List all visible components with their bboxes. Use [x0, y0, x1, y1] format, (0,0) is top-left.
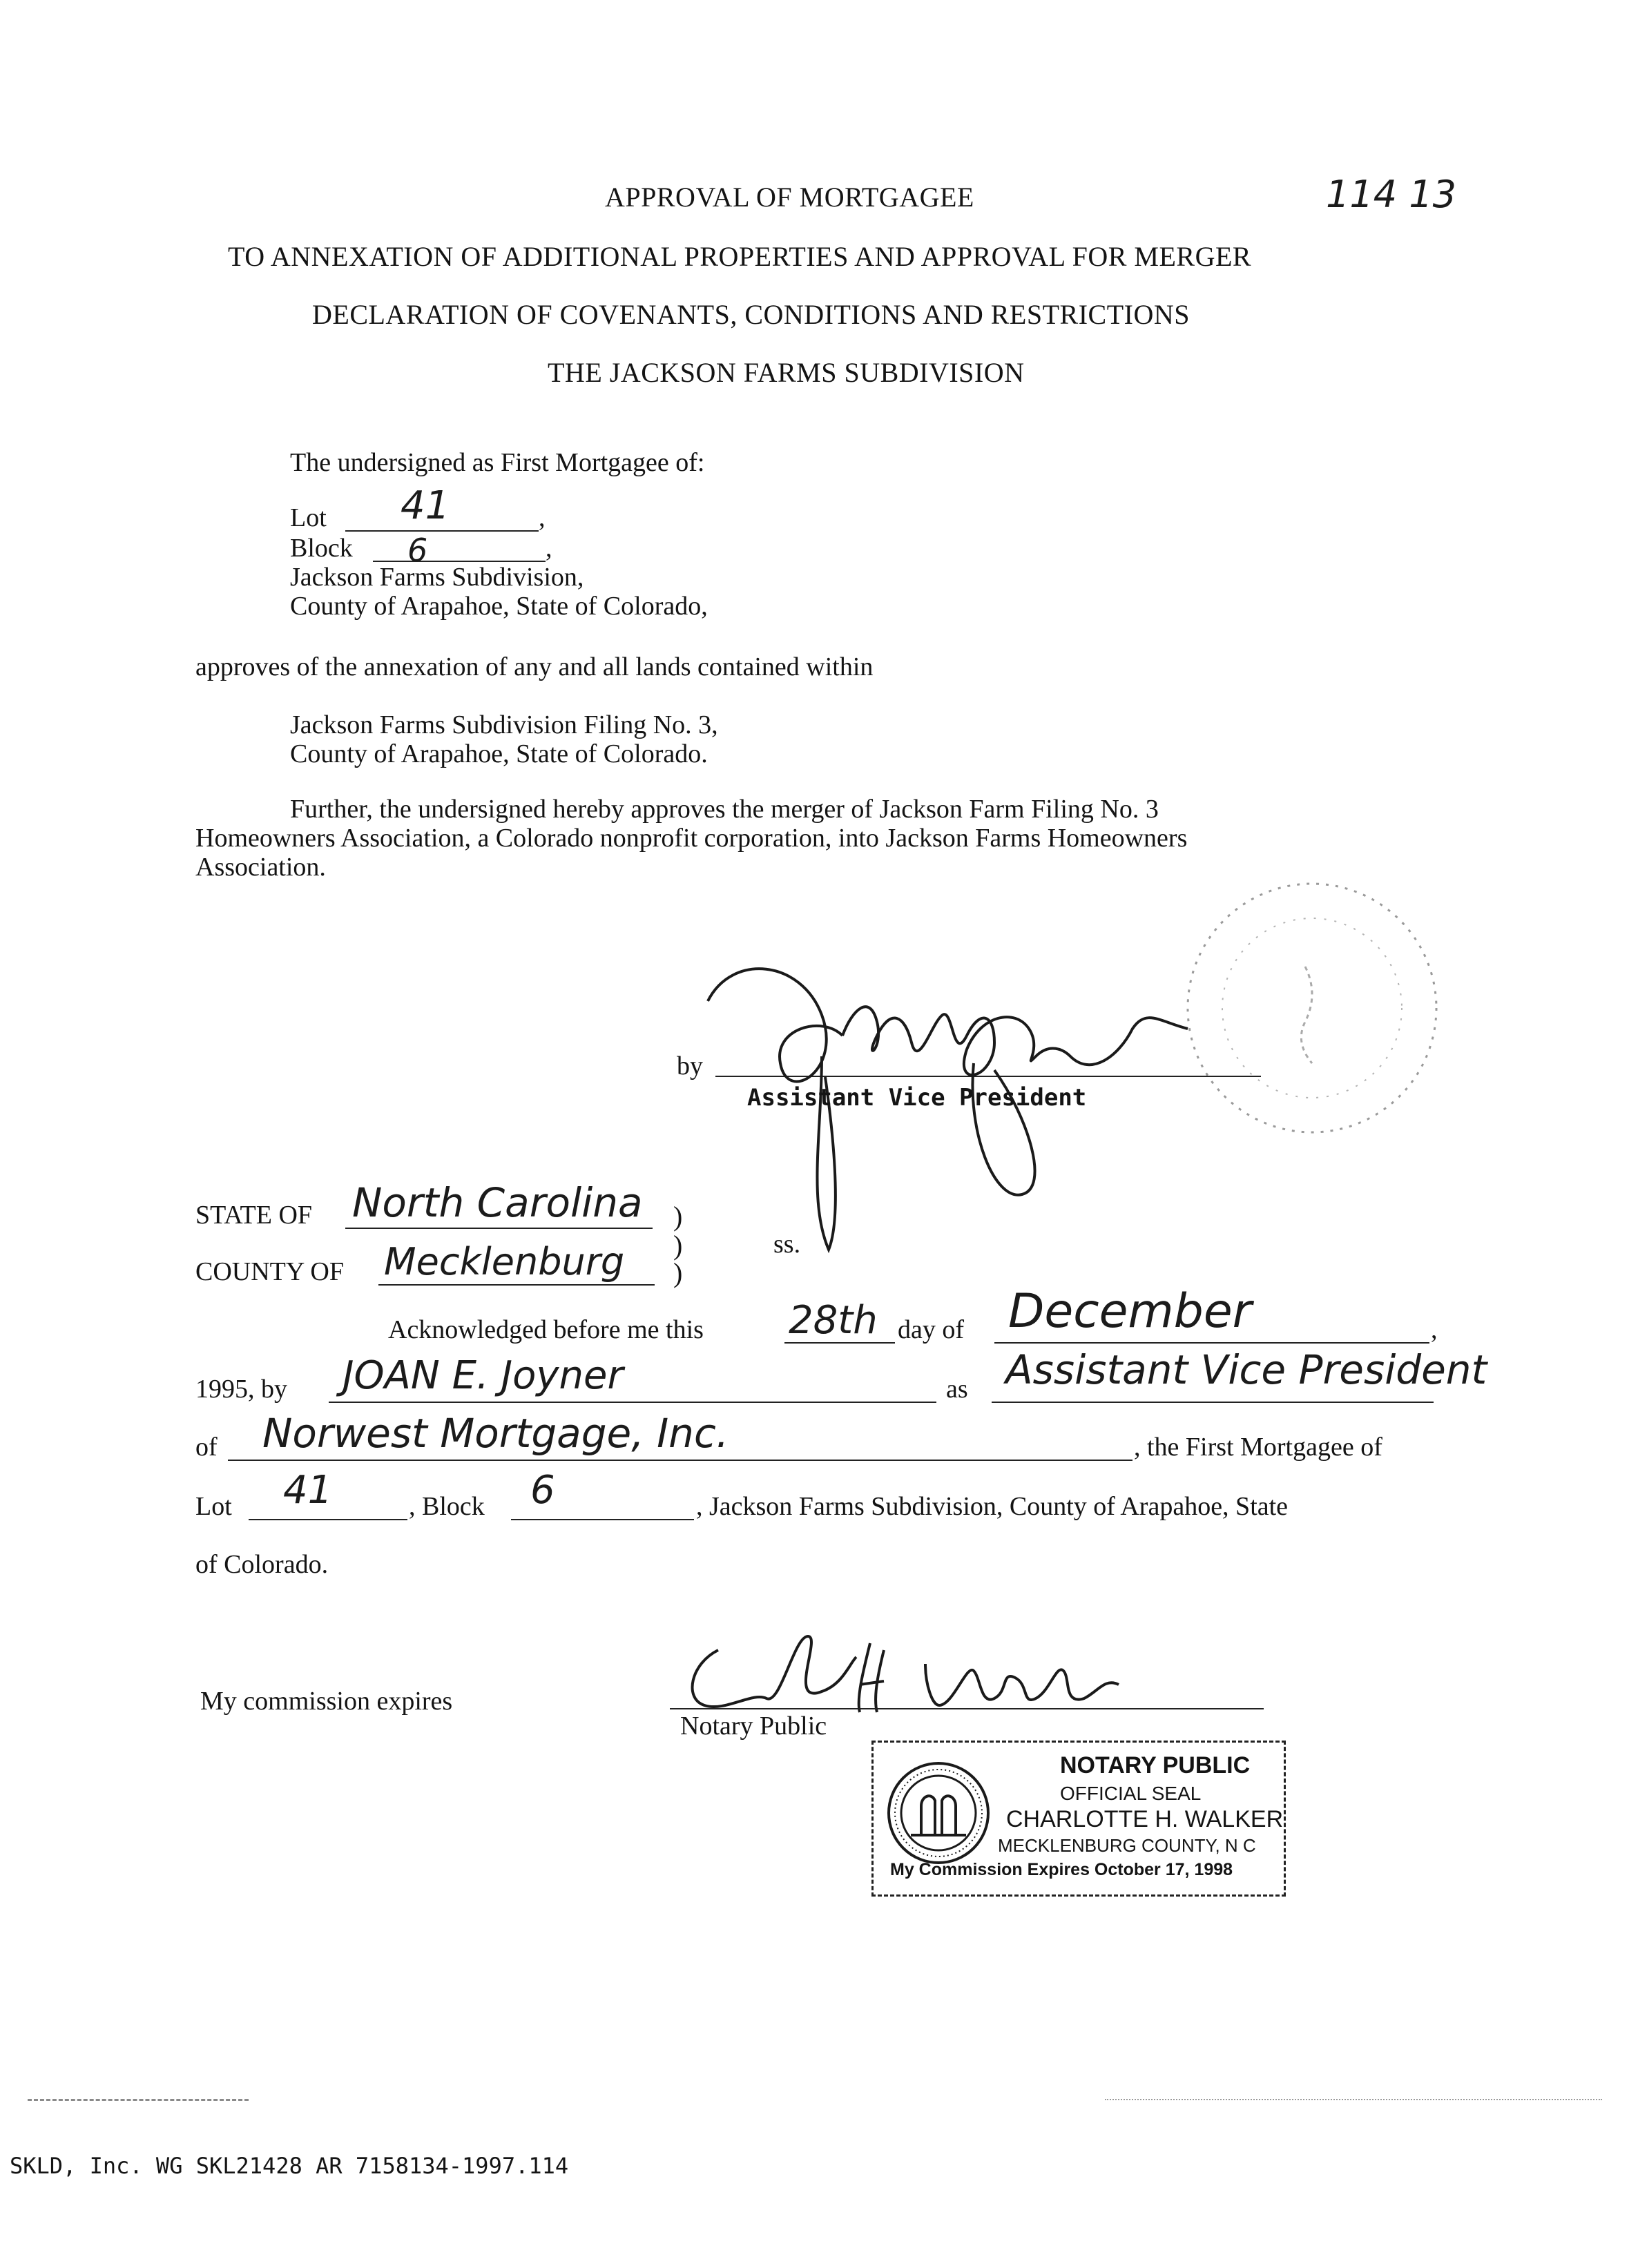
- block-label: Block: [290, 534, 353, 563]
- lot-comma: ,: [539, 503, 546, 532]
- signature-title: Assistant Vice President: [747, 1084, 1087, 1112]
- ack-month-blank: [994, 1342, 1429, 1344]
- notary-signature-line: [670, 1708, 1264, 1709]
- ack-lot-blank: [249, 1519, 407, 1520]
- approval-line: approves of the annexation of any and all lands contained within: [195, 652, 874, 681]
- seal-county: MECKLENBURG COUNTY, N C: [998, 1835, 1256, 1856]
- ack-role-value: Assistant Vice President: [1005, 1346, 1487, 1393]
- seal-title: NOTARY PUBLIC: [1060, 1752, 1251, 1778]
- lot-label: Lot: [290, 503, 327, 532]
- lot-value: 41: [401, 483, 450, 528]
- title-line-2: TO ANNEXATION OF ADDITIONAL PROPERTIES AND APPROVAL FOR MERGER: [228, 241, 1252, 272]
- ack-as-label: as: [946, 1375, 968, 1404]
- ss-label: ss.: [773, 1230, 801, 1259]
- ack-of-label: of: [195, 1433, 218, 1462]
- signature-by-label: by: [677, 1051, 703, 1080]
- ack-lot-value: 41: [283, 1468, 333, 1513]
- lot-blank-line: [345, 530, 539, 532]
- ack-tail: , Jackson Farms Subdivision, County of Arapahoe, State: [696, 1492, 1289, 1521]
- county-label: COUNTY OF: [195, 1257, 344, 1286]
- ack-line-1a: Acknowledged before me this: [388, 1315, 704, 1344]
- commission-expires-label: My commission expires: [200, 1687, 453, 1716]
- state-label: STATE OF: [195, 1201, 313, 1230]
- ack-month-comma: ,: [1431, 1315, 1438, 1344]
- title-line-3: DECLARATION OF COVENANTS, CONDITIONS AND RESTRICTIONS: [312, 299, 1190, 330]
- ack-role-blank: [992, 1402, 1434, 1403]
- ack-name-blank: [329, 1402, 936, 1403]
- block-comma: ,: [546, 534, 552, 563]
- ack-block-value: 6: [530, 1468, 555, 1513]
- scan-artifact-left: [28, 2099, 249, 2101]
- intro-county-state: County of Arapahoe, State of Colorado,: [290, 592, 708, 621]
- state-seal-emblem: [883, 1758, 994, 1868]
- seal-expiry: My Commission Expires October 17, 1998: [890, 1860, 1233, 1879]
- block-value: 6: [407, 532, 428, 569]
- venue-brace-1: ): [673, 1201, 683, 1232]
- merger-line-2: Homeowners Association, a Colorado nonprofit corporation, into Jackson Farms Homeowners: [195, 824, 1188, 853]
- venue-brace-3: ): [673, 1257, 683, 1288]
- corporate-seal-emboss: [1174, 863, 1450, 1153]
- approval-filing: Jackson Farms Subdivision Filing No. 3,: [290, 710, 718, 739]
- state-value: North Carolina: [352, 1179, 643, 1226]
- corner-annotation: 114 13: [1326, 173, 1456, 216]
- ack-block-label: , Block: [409, 1492, 485, 1521]
- ack-day-value: 28th: [789, 1298, 878, 1343]
- ack-line-1b: day of: [898, 1315, 965, 1344]
- seal-subtitle: OFFICIAL SEAL: [1060, 1783, 1202, 1804]
- state-blank-line: [345, 1228, 653, 1229]
- seal-name: CHARLOTTE H. WALKER: [1006, 1806, 1284, 1832]
- title-line-1: APPROVAL OF MORTGAGEE: [605, 182, 974, 213]
- footer-reference: SKLD, Inc. WG SKL21428 AR 7158134-1997.114: [10, 2153, 569, 2179]
- ack-lot-label: Lot: [195, 1492, 232, 1521]
- ack-year: 1995, by: [195, 1375, 287, 1404]
- ack-month-value: December: [1008, 1284, 1252, 1339]
- title-line-4: THE JACKSON FARMS SUBDIVISION: [548, 357, 1025, 388]
- scan-artifact-right: [1105, 2099, 1602, 2100]
- ack-first-mortgagee: , the First Mortgagee of: [1134, 1433, 1382, 1462]
- intro-subdivision: Jackson Farms Subdivision,: [290, 563, 584, 592]
- merger-line-3: Association.: [195, 853, 326, 882]
- merger-line-1: Further, the undersigned hereby approves the merger of Jackson Farm Filing No. 3: [290, 795, 1159, 824]
- county-blank-line: [378, 1284, 655, 1286]
- notary-public-label: Notary Public: [680, 1712, 827, 1741]
- ack-name-value: JOAN E. Joyner: [343, 1353, 624, 1398]
- notary-seal-stamp: [871, 1741, 1286, 1897]
- ack-tail-2: of Colorado.: [195, 1550, 329, 1579]
- approval-county-state: County of Arapahoe, State of Colorado.: [290, 739, 708, 768]
- ack-company-value: Norwest Mortgage, Inc.: [262, 1410, 729, 1457]
- ack-company-blank: [228, 1460, 1132, 1461]
- ack-block-blank: [511, 1519, 694, 1520]
- venue-brace-2: ): [673, 1230, 683, 1261]
- county-value: Mecklenburg: [384, 1240, 625, 1283]
- intro-lead: The undersigned as First Mortgagee of:: [290, 448, 705, 477]
